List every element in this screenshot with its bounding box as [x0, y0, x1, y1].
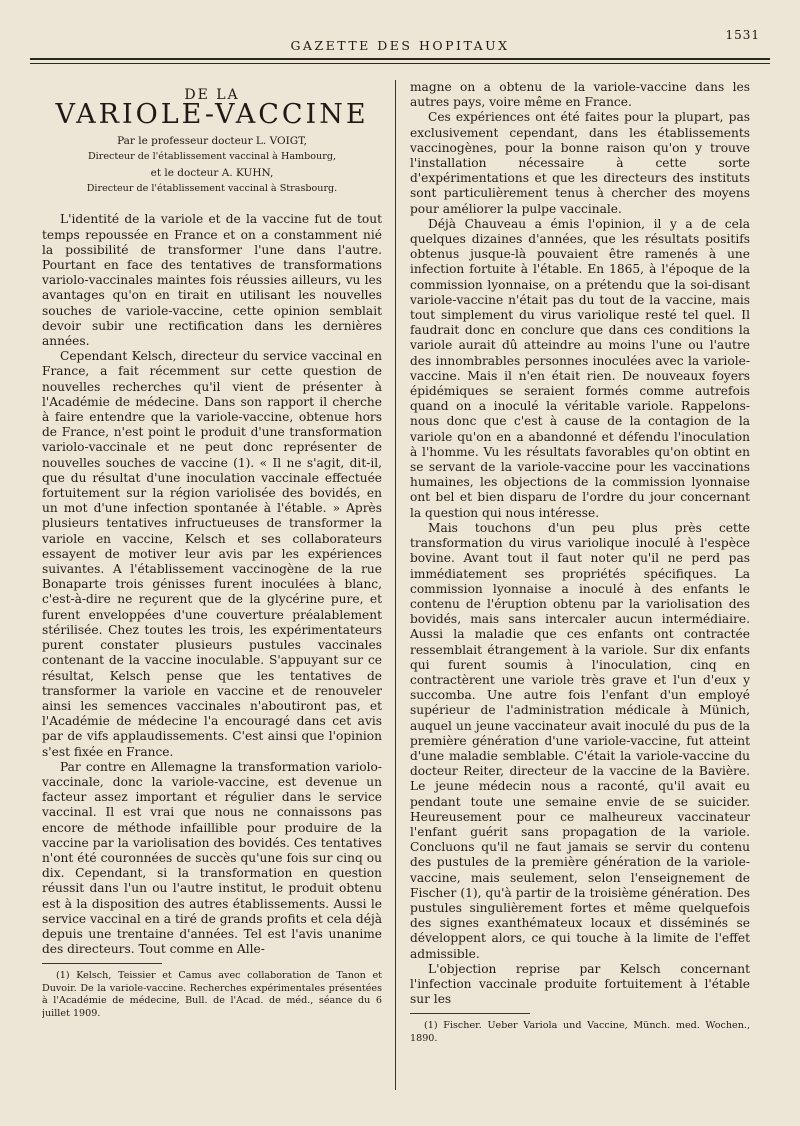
left-column [42, 80, 382, 1090]
author-1-role: Directeur de l'établissement vaccinal à Hambourg, [87, 151, 337, 163]
author-2-role: Directeur de l'établissement vaccinal à Strasbourg. [86, 183, 338, 195]
header-rule-thick [30, 58, 770, 60]
left-paragraph-3: Par contre en Allemagne la transformation variolo-vaccinale, donc la variole-vaccine, est devenue un facteur assez important et régulier dans le service vaccinal. Il est vrai que nous ne connaissons pas encore de méthode infaillible pour produire de la vaccine par la variolisation des bovidés. Ces tentatives n'ont été couronnées de succès qu'une fois sur cinq ou dix. Cependant, si la transformation en question réussit dans l'un ou l'autre institut, le produit obtenu est à la disposition des autres établissements. Aussi le service vaccinal en a tiré de grands profits et cela déjà depuis une trentaine d'années. Tel est l'avis unanime des directeurs. Tout comme en Alle- [42, 759, 382, 957]
spacer [42, 196, 382, 212]
page-header [30, 28, 770, 66]
page-number: 1531 [725, 28, 760, 42]
right-footnote-rule [410, 1013, 530, 1014]
article-title: VARIOLE-VACCINE [55, 99, 369, 131]
left-paragraph-2: Cependant Kelsch, directeur du service vaccinal en France, a fait récemment sur cette question de nouvelles recherches qu'il vient de présenter à l'Académie de médecine. Dans son rapport il cherche à faire entendre que la variole-vaccine, obtenue hors de France, n'est point le produit d'une transformation variolo-vaccinale et ne peut donc représenter de nouvelles souches de vaccine (1). « Il ne s'agit, dit-il, que du résultat d'une inoculation vaccinale effectuée fortuitement sur la région variolisée des bovidés, en un mot d'une infection spontanée à l'étable. » Après plusieurs tentatives infructueuses de transformer la variole en vaccine, Kelsch et ses collaborateurs essayent de motiver leur avis par les expériences suivantes. A l'établissement vaccinogène de la rue Bonaparte trois génisses furent inoculées à blanc, c'est-à-dire ne reçurent que de la glycérine pure, et furent enveloppées d'une couverture préalablement stérilisée. Chez toutes les trois, les expérimentateurs purent constater plusieurs pustules vaccinales contenant de la vaccine inoculable. S'appuyant sur ce résultat, Kelsch pense que les tentatives de transformer la variole en vaccine et de renouveler ainsi les semences vaccinales n'aboutiront pas, et l'Académie de médecine l'a encouragé dans cet avis par de vifs applaudissements. C'est ainsi que l'opinion s'est fixée en France. [42, 349, 382, 759]
right-paragraph-4: Mais touchons d'un peu plus près cette transformation du virus variolique inoculé à l'espèce bovine. Avant tout il faut noter qu'il ne perd pas immédiatement ses propriétés spécifiques. La commission lyonnaise a inoculé à des enfants le contenu de l'éruption obtenu par la variolisation des bovidés, mais sans intercaler aucun intermédiaire. Aussi la maladie que ces enfants ont contractée ressemblait étrangement à la variole. Sur dix enfants qui furent soumis à l'inoculation, cinq en contractèrent une variole très grave et l'un d'eux y succomba. Une autre fois l'enfant d'un employé supérieur de l'administration médicale à Münich, auquel un jeune vaccinateur avait inoculé du pus de la première génération d'une variole-vaccine, fut atteint d'une maladie semblable. C'était la variole-vaccine du docteur Reiter, directeur de la vaccine de la Bavière. Le jeune médecin nous a raconté, qu'il avait eu pendant toute une semaine envie de se suicider. Heureusement pour ce malheureux vaccinateur l'enfant guérit sans propagation de la variole. Concluons qu'il ne faut jamais se servir du contenu des pustules de la première génération de la variole-vaccine, mais seulement, selon l'enseignement de Fischer (1), qu'à partir de la troisième génération. Des pustules singulièrement fortes et même quelquefois des signes exanthémateux locaux et disséminés se développent alors, ce qui touche à la limite de l'effet admissible. [410, 520, 750, 961]
article-title-prefix: DE LA [184, 87, 240, 103]
right-paragraph-3: Déjà Chauveau a émis l'opinion, il y a de cela quelques dizaines d'années, que les résultats positifs obtenus jusque-là pouvaient être ramenés à une infection fortuite à l'étable. En 1865, à l'époque de la commission lyonnaise, on a prétendu que la soi-disant variole-vaccine n'était pas du tout de la vaccine, mais tout simplement du virus variolique resté tel quel. Il faudrait donc en conclure que dans ces conditions la variole aurait dû atteindre au moins l'une ou l'autre des innombrables personnes inoculées avec la variole-vaccine. Mais il n'en était rien. De nouveaux foyers épidémiques se seraient formés comme autrefois quand on a inoculé la véritable variole. Rappelons-nous donc que c'est à cause de la contagion de la variole qu'on en a abandonné et défendu l'inoculation à l'homme. Vu les résultats favorables qu'on obtint en se servant de la variole-vaccine pour les vaccinations humaines, les objections de la commission lyonnaise ont bel et bien disparu de l'ordre du jour concernant la question qui nous intéresse. [410, 216, 750, 520]
right-column [410, 80, 750, 1090]
right-footnote: (1) Fischer. Ueber Variola und Vaccine, Münch. med. Wochen., 1890. [410, 1020, 750, 1044]
author-2: et le docteur A. KUHN, [150, 167, 274, 180]
header-rule-thin [30, 63, 770, 64]
right-paragraph-5: L'objection reprise par Kelsch concernant l'infection vaccinale produite fortuitement à l'étable sur les [410, 961, 750, 1007]
right-paragraph-1: magne on a obtenu de la variole-vaccine dans les autres pays, voire même en France. [410, 80, 750, 110]
journal-title: GAZETTE DES HOPITAUX [290, 38, 510, 53]
column-divider [395, 80, 396, 1090]
author-1: Par le professeur docteur L. VOIGT, [117, 135, 307, 148]
left-footnote: (1) Kelsch, Teissier et Camus avec collaboration de Tanon et Duvoir. De la variole-vaccine. Recherches expérimentales présentées à l'Académie de médecine, Bull. de l'Acad. de méd., séance du 6 juillet 1909. [42, 970, 382, 1019]
left-footnote-rule [42, 963, 162, 964]
left-paragraph-1: L'identité de la variole et de la vaccine fut de tout temps repoussée en France et on a constamment nié la possibilité de transformer l'une dans l'autre. Pourtant en face des tentatives de transformations variolo-vaccinales maintes fois réussies ailleurs, vu les avantages qu'on en tirait en utilisant les nouvelles souches de variole-vaccine, cette opinion semblait devoir subir une rectification dans les dernières années. [42, 212, 382, 349]
right-paragraph-2: Ces expériences ont été faites pour la plupart, pas exclusivement cependant, dans les établissements vaccinogènes, pour la bonne raison qu'on y trouve l'installation nécessaire à cette sorte d'expérimentations et que les directeurs des instituts sont particulièrement tenus à chercher des moyens pour améliorer la pulpe vaccinale. [410, 110, 750, 216]
